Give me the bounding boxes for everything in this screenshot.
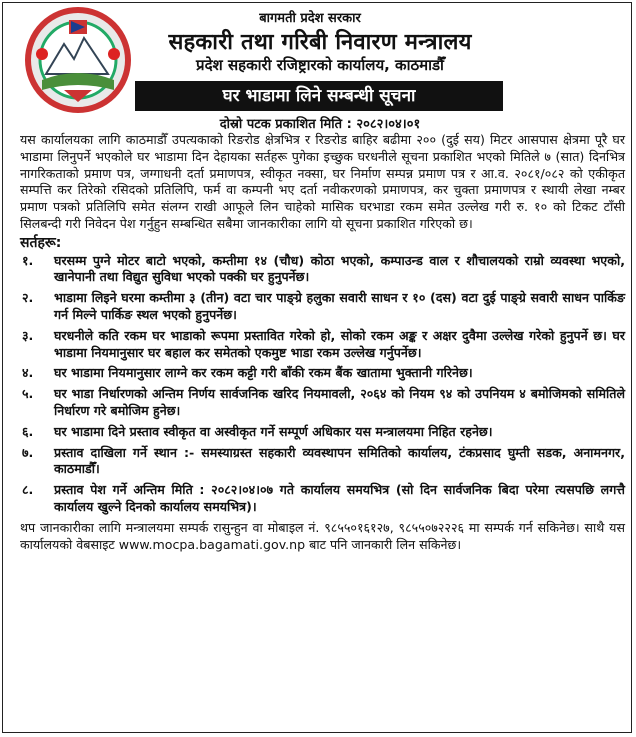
condition-number: ३. [22, 327, 34, 343]
condition-number: ५. [22, 386, 34, 402]
condition-text: प्रस्ताव दाखिला गर्ने स्थान :- समस्याग्रस्त सहकारी व्यवस्थापन समितिको कार्यालय, टंकप्रसाद घुम्ती सडक, अनामनगर, काठमाडौँ। [54, 444, 625, 477]
conditions-title: सर्तहरू: [20, 234, 62, 251]
intro-paragraph: यस कार्यालयका लागि काठमाडौँ उपत्यकाको रिङरोड क्षेत्रभित्र र रिङरोड बाहिर बढीमा २०० (दुई सय) मिटर आसपास क्षेत्रमा पूरै घर भाडामा लिनुपर्ने भएकोले घर भाडामा दिन देहायका सर्तहरू पुगेका इच्छुक घरधनीले सूचना प्रकाशित भएको मितिले ७ (सात) दिनभित्र नागरिकताको प्रमाण पत्र, जग्गाधनी दर्ता प्रमाणपत्र, स्वीकृत नक्सा, घर निर्माण सम्पन्न प्रमाण पत्र र आ.व. २०८१/०८२ को एकीकृत सम्पत्ति कर तिरेको रसिदको प्रतिलिपि, फर्म वा कम्पनी भए दर्ता नवीकरणको प्रमाणपत्र, कर चुक्ता प्रमाणपत्र र स्थायी लेखा नम्बर प्रमाण पत्रको प्रतिलिपि समेत संलग्न राखी आफूले लिन चाहेको मासिक घरभाडा रकम समेत उल्लेख गरी रु. १० को टिकट टाँसी सिलबन्दी गरी निवेदन पेश गर्नुहुन सम्बन्धित सबैमा जानकारीका लागि यो सूचना प्रकाशित गरिएको छ। [20, 132, 625, 231]
condition-item [20, 445, 625, 479]
condition-text: घरसम्म पुग्ने मोटर बाटो भएको, कम्तीमा १४ (चौध) कोठा भएको, कम्पाउन्ड वाल र शौचालयको राम्रो व्यवस्था भएको, खानेपानी तथा विद्युत सुविधा भएको पक्की घर हुनुपर्नेछ। [54, 252, 625, 285]
condition-number: १. [22, 252, 34, 268]
condition-item [20, 328, 625, 362]
conditions-list [20, 253, 625, 516]
condition-item [20, 424, 625, 441]
condition-text: घरधनीले कति रकम घर भाडाको रूपमा प्रस्तावित गरेको हो, सोको रकम अङ्क र अक्षर दुवैमा उल्लेख गरेको हुनुपर्ने छ। घर भाडामा नियमानुसार घर बहाल कर समेतको एकमुष्ट भाडा रकम उल्लेख गर्नुपर्नेछ। [54, 327, 625, 360]
condition-item [20, 482, 625, 516]
condition-number: ७. [22, 444, 34, 460]
condition-item [20, 365, 625, 382]
condition-text: प्रस्ताव पेश गर्ने अन्तिम मिति : २०८२।०४।०७ गते कार्यालय समयभित्र (सो दिन सार्वजनिक बिदा परेमा त्यसपछि लगत्तै कार्यालय खुल्ने दिनको कार्यालय समयभित्र)। [54, 482, 625, 514]
notice-body [20, 132, 625, 553]
notice-title-banner: घर भाडामा लिने सम्बन्धी सूचना [135, 81, 503, 111]
condition-number: ८. [22, 482, 34, 498]
condition-number: ४. [22, 365, 34, 381]
footer-paragraph: थप जानकारीका लागि मन्त्रालयमा सम्पर्क रासुन्हुन वा मोबाइल नं. ९८५५०१६१२७, ९८५५०७२२२६ मा सम्पर्क गर्न सकिनेछ। साथै यस कार्यालयको वेबसाइट www.mocpa.bagamati.gov.np बाट पनि जानकारी लिन सकिनेछ। [20, 519, 625, 552]
condition-item [20, 386, 625, 420]
office-title: प्रदेश सहकारी रजिष्ट्रारको कार्यालय, काठमाडौँ [196, 56, 444, 74]
condition-number: २. [22, 290, 34, 306]
condition-text: भाडामा लिइने घरमा कम्तीमा ३ (तीन) वटा चार पाङ्ग्रे हलुका सवारी साधन र १० (दस) वटा दुई पाङ्ग्रे सवारी साधन पार्किङ गर्न मिल्ने पार्किङ स्थल भएको हुनुपर्नेछ। [54, 290, 625, 322]
condition-text: घर भाडा निर्धारणको अन्तिम निर्णय सार्वजनिक खरिद नियमावली, २०६४ को नियम ९४ को उपनियम ४ बमोजिमको समितिले निर्धारण गरे बमोजिम हुनेछ। [54, 386, 625, 418]
condition-number: ६. [22, 423, 34, 439]
condition-item [20, 253, 625, 287]
condition-item [20, 290, 625, 324]
published-date: दोस्रो पटक प्रकाशित मिति : २०८२।०४।०१ [219, 117, 421, 132]
condition-text: घर भाडामा दिने प्रस्ताव स्वीकृत वा अस्वीकृत गर्ने सम्पूर्ण अधिकार यस मन्त्रालयमा निहित रहनेछ। [54, 423, 493, 439]
condition-text: घर भाडामा नियमानुसार लाग्ने कर रकम कट्टी गरी बाँकी रकम बैंक खातामा भुक्तानी गरिनेछ। [54, 365, 473, 381]
notice-header [0, 0, 636, 132]
nepal-emblem-icon [22, 4, 134, 116]
ministry-title: सहकारी तथा गरिबी निवारण मन्त्रालय [168, 30, 472, 55]
government-title: बागमती प्रदेश सरकार [259, 11, 361, 26]
